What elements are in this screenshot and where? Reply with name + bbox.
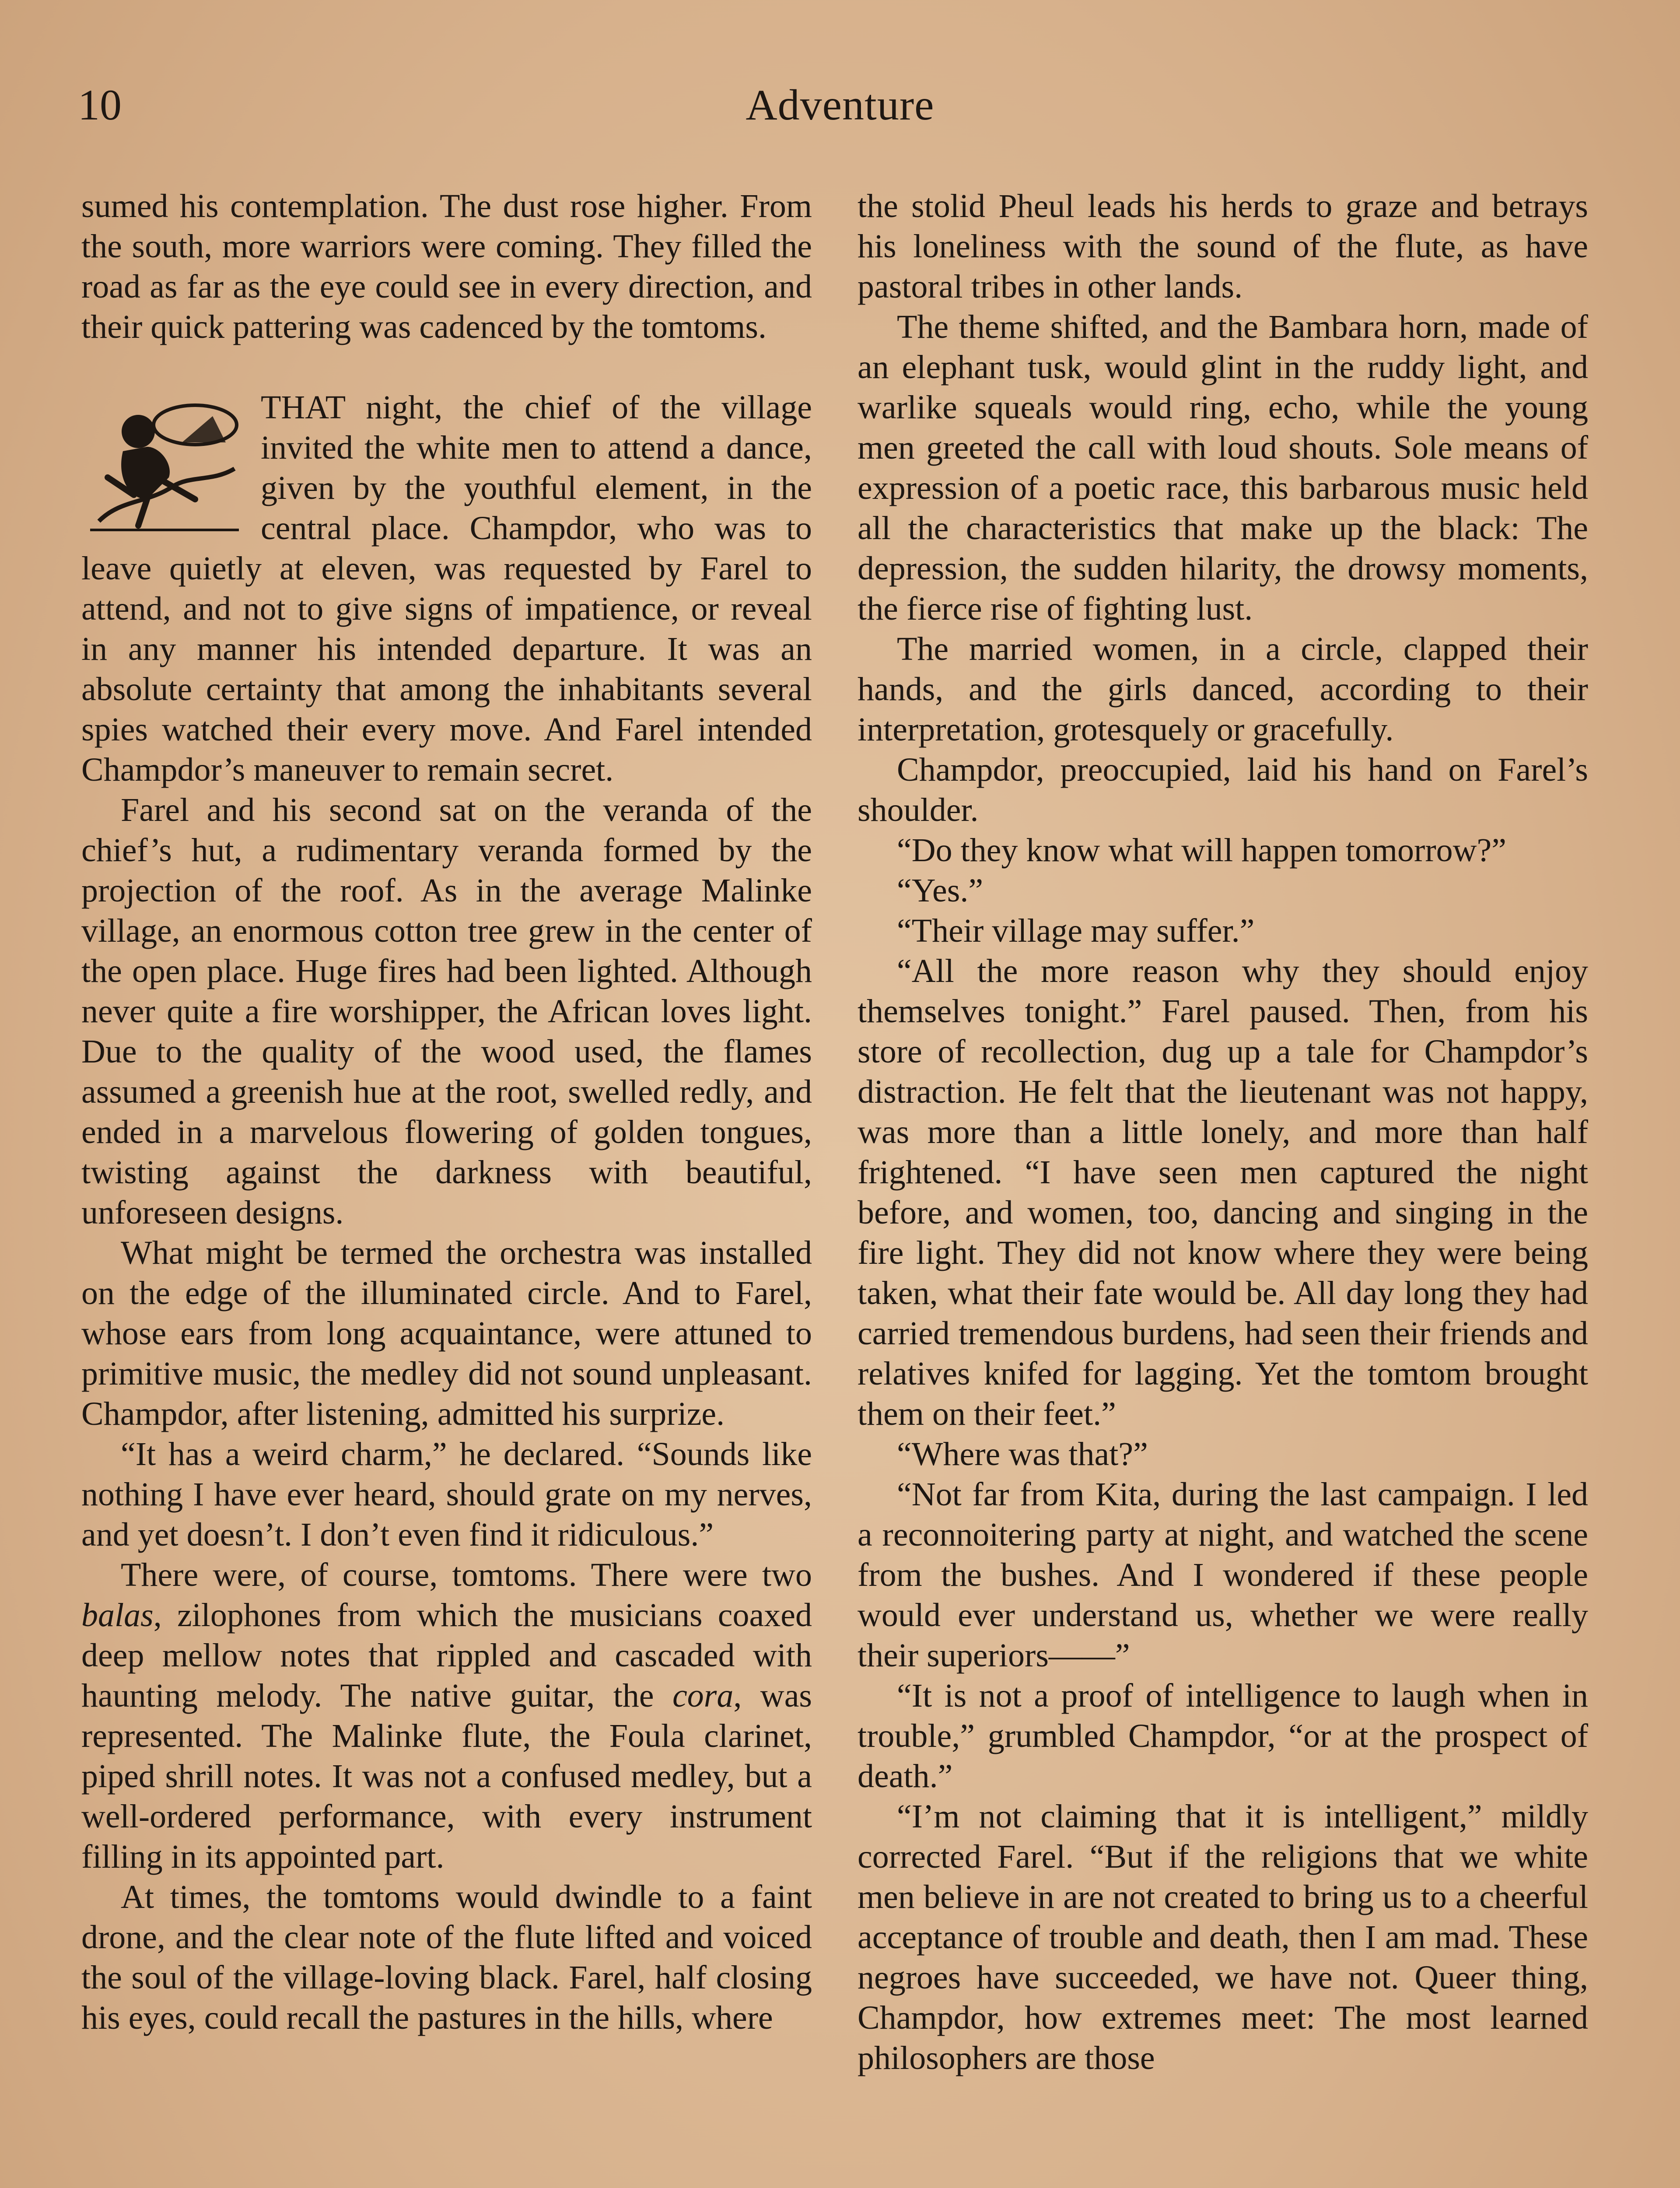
- page-number: 10: [78, 81, 122, 129]
- text-run: , zilophones from which the musicians coaxed deep mellow notes that rippled and cascaded with haunting melody. The native guitar, the: [81, 1597, 812, 1714]
- paragraph: “Do they know what will happen tomorrow?”: [897, 832, 1506, 869]
- paragraph: Champdor, preoccupied, laid his hand on Farel’s shoulder.: [858, 751, 1588, 828]
- paragraph: The married women, in a circle, clapped their hands, and the girls danced, according to their interpretation, grotesquely or gracefully.: [858, 631, 1588, 748]
- native-figure-vignette-icon: [81, 390, 248, 534]
- paragraph: “It has a weird charm,” he declared. “Sounds like nothing I have ever heard, should grate on my nerves, and yet doesn’t. I don’t even find it ridiculous.”: [81, 1436, 812, 1553]
- italic-term: cora: [672, 1677, 734, 1714]
- section-break: [81, 387, 812, 790]
- paragraph: “Not far from Kita, during the last campaign. I led a reconnoitering party at night, and watched the scene from the bushes. And I wondered if these people would ever understand us, whether we were really their superiors——”: [858, 1476, 1588, 1674]
- paragraph: “It is not a proof of intelligence to laugh when in trouble,” grumbled Champdor, “or at the prospect of death.”: [858, 1677, 1588, 1795]
- right-column: [858, 186, 1588, 2078]
- left-column: [81, 186, 812, 2038]
- paragraph: Farel and his second sat on the veranda of the chief’s hut, a rudimentary veranda formed by the projection of the roof. As in the average Malinke village, an enormous cotton tree grew in the center of the open place. Huge fires had been lighted. Although never quite a fire worshipper, the African loves light. Due to the quality of the wood used, the flames assumed a greenish hue at the root, swelled redly, and ended in a marvelous flowering of golden tongues, twisting against the darkness with beautiful, unforeseen designs.: [81, 792, 812, 1231]
- running-head: Adventure: [746, 81, 934, 129]
- text-run: , was represented. The Malinke flute, the Foula clarinet, piped shrill notes. It was not a confused medley, but a well-ordered performance, with every instrument filling in its appointed part.: [81, 1677, 812, 1875]
- paragraph: sumed his contemplation. The dust rose higher. From the south, more warriors were coming. They filled the road as far as the eye could see in every direction, and their quick pattering was cadenced by the tomtoms.: [81, 188, 812, 345]
- paragraph: “All the more reason why they should enjoy themselves tonight.” Farel paused. Then, from his store of recollection, dug up a tale for Champdor’s distraction. He felt that the lieutenant was not happy, was more than a little lonely, and more than half frightened. “I have seen men captured the night before, and women, too, dancing and singing in the fire light. They did not know where they were being taken, what their fate would be. All day long they had carried tremendous burdens, had seen their friends and relatives knifed for lagging. Yet the tomtom brought them on their feet.”: [858, 953, 1588, 1432]
- paragraph: At times, the tomtoms would dwindle to a faint drone, and the clear note of the flute lifted and voiced the soul of the village-loving black. Farel, half closing his eyes, could recall the pastures in the hills, where: [81, 1879, 812, 2036]
- text-run: There were, of course, tomtoms. There were two: [121, 1557, 812, 1593]
- paragraph: THAT night, the chief of the village invited the white men to attend a dance, given by the youthful element, in the central place. Champdor, who was to leave quietly at eleven, was requested by Farel to attend, and not to give signs of impatience, or reveal in any manner his intended departure. It was an absolute certainty that among the inhabitants several spies watched their every move. And Farel intended Champdor’s maneuver to remain secret.: [81, 389, 812, 788]
- paragraph: “I’m not claiming that it is intelligent,” mildly corrected Farel. “But if the religions that we white men believe in are not created to bring us to a cheerful acceptance of trouble and death, then I am mad. These negroes have succeeded, we have not. Queer thing, Champdor, how extremes meet: The most learned philosophers are those: [858, 1798, 1588, 2076]
- paragraph: “Yes.”: [897, 872, 984, 909]
- italic-term: balas: [81, 1597, 154, 1634]
- paragraph: [81, 1555, 812, 1877]
- paragraph: “Where was that?”: [897, 1436, 1148, 1473]
- paragraph: What might be termed the orchestra was installed on the edge of the illuminated circle. And to Farel, whose ears from long acquaintance, were attuned to primitive music, the medley did not sound unpleasant. Champdor, after listening, admitted his surprize.: [81, 1234, 812, 1432]
- paragraph: “Their village may suffer.”: [897, 912, 1255, 949]
- paragraph: the stolid Pheul leads his herds to graze and betrays his loneliness with the sound of the flute, as have pastoral tribes in other lands.: [858, 188, 1588, 305]
- paragraph: The theme shifted, and the Bambara horn, made of an elephant tusk, would glint in the ruddy light, and warlike squeals would ring, echo, while the young men greeted the call with loud shouts. Sole means of expression of a poetic race, this barbarous music held all the characteristics that make up the black: The depression, the sudden hilarity, the drowsy moments, the fierce rise of fighting lust.: [858, 309, 1588, 627]
